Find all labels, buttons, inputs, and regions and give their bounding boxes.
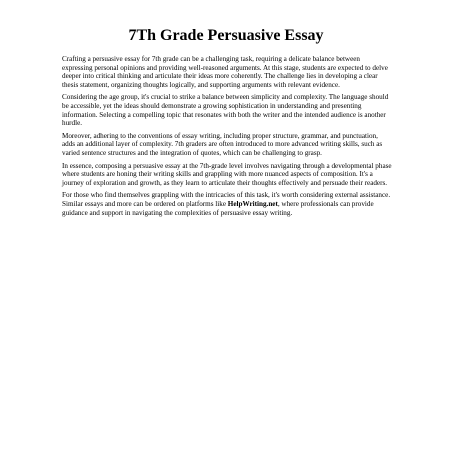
helpwriting-brand: HelpWriting.net [227, 199, 278, 208]
document-title: 7Th Grade Persuasive Essay [128, 27, 324, 44]
paragraph-5 [62, 191, 392, 217]
paragraph-5-text-before: For those who find themselves grappling with the intricacies of this task, it's worth considering external assistance. Similar essays and more can be ordered on platforms like [62, 191, 391, 208]
paragraph-3: Moreover, adhering to the conventions of essay writing, including proper structure, grammar, and punctuation, adds an additional layer of complexity. 7th graders are often introduced to more advanced writing skills, such as varied sentence structures and the integration of quotes, which can be challenging to grasp. [62, 131, 383, 157]
paragraph-5-text-after: , where professionals can provide guidance and support in navigating the complexities of persuasive essay writing. [62, 199, 374, 217]
paragraph-4: In essence, composing a persuasive essay at the 7th-grade level involves navigating through a developmental phase where students are honing their writing skills and grappling with more nuanced aspects of composition. It's a journey of exploration and growth, as they learn to articulate their thoughts effectively and persuade their readers. [62, 161, 392, 187]
paragraph-2: Considering the age group, it's crucial to strike a balance between simplicity and complexity. The language should be accessible, yet the ideas should demonstrate a growing sophistication in understanding and presenting information. Selecting a compelling topic that resonates with both the writer and the intended audience is another hurdle. [62, 93, 389, 128]
document-body [62, 55, 392, 221]
paragraph-1: Crafting a persuasive essay for 7th grade can be a challenging task, requiring a delicate balance between expressing personal opinions and providing well-reasoned arguments. At this stage, students are expected to delve deeper into critical thinking and articulate their ideas more coherently. The challenge lies in developing a clear thesis statement, organizing thoughts logically, and supporting arguments with relevant evidence. [62, 55, 388, 89]
